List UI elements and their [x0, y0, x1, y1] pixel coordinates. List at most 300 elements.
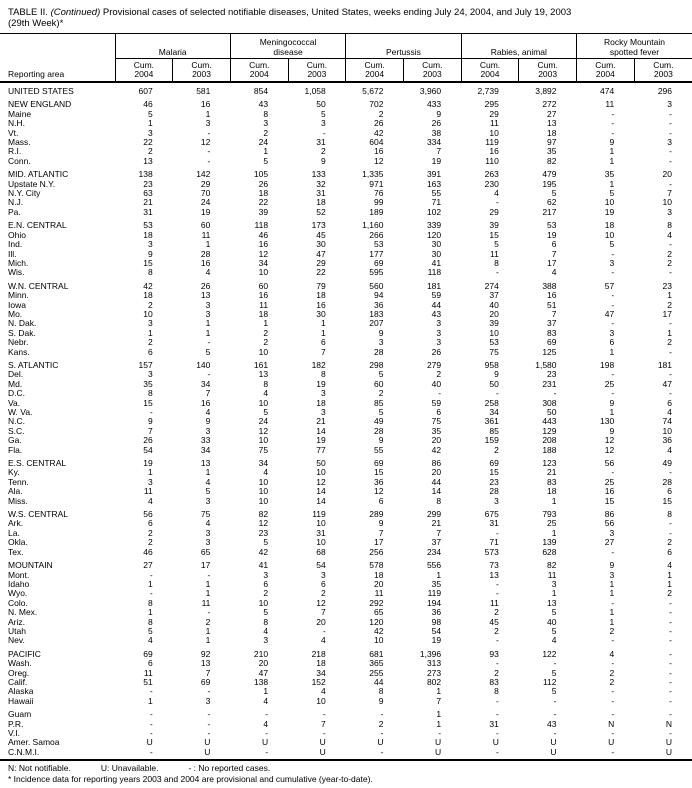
value-cell: 1: [436, 709, 442, 720]
value-cell: -: [495, 746, 499, 757]
value-cell: 18: [258, 308, 269, 319]
value-cell: 18: [547, 486, 557, 497]
table-section: [0, 96, 692, 166]
table-row: [0, 618, 692, 627]
value-cell: 6: [147, 346, 153, 357]
value-cell: 274: [484, 280, 499, 291]
value-cell: 69: [373, 257, 384, 268]
value-cell: 1,058: [304, 86, 326, 96]
table-row: [0, 166, 692, 179]
value-cell: 82: [547, 155, 557, 166]
value-cell: 69: [373, 458, 384, 469]
value-cell: 7: [551, 308, 557, 319]
value-cell: 51: [547, 299, 557, 310]
value-cell: -: [669, 607, 672, 618]
value-cell: 21: [316, 416, 326, 427]
value-cell: U: [261, 737, 269, 748]
value-cell: 23: [547, 369, 557, 380]
value-cell: 13: [200, 290, 211, 301]
value-cell: 83: [547, 327, 557, 338]
value-cell: 3: [147, 369, 153, 380]
value-cell: 5: [551, 686, 557, 697]
value-cell: 120: [426, 229, 442, 240]
reporting-area-cell: Nebr.: [8, 337, 29, 348]
value-cell: 12: [373, 155, 384, 166]
value-cell: 7: [321, 346, 326, 357]
value-cell: 6: [321, 337, 326, 348]
table-row: [0, 706, 692, 719]
value-cell: 10: [258, 476, 269, 487]
reporting-area-cell: V.I.: [8, 728, 20, 738]
value-cell: 19: [143, 458, 153, 469]
subcol-rmsf-2003: Cum. 2003: [634, 59, 692, 83]
reporting-area-header: Reporting area: [0, 34, 115, 83]
value-cell: -: [207, 369, 211, 380]
value-cell: 18: [547, 127, 557, 138]
value-cell: -: [669, 686, 672, 697]
value-cell: 4: [551, 267, 557, 278]
value-cell: 208: [542, 435, 557, 446]
value-cell: -: [611, 635, 615, 646]
value-cell: 1: [321, 327, 326, 338]
value-cell: 120: [369, 616, 384, 627]
table-row: [0, 259, 692, 268]
value-cell: 123: [542, 458, 557, 469]
value-cell: -: [149, 686, 153, 697]
value-cell: -: [553, 388, 557, 399]
value-cell: 21: [431, 518, 442, 529]
reporting-area-cell: Wyo.: [8, 588, 28, 599]
value-cell: 295: [484, 99, 499, 110]
value-cell: 10: [489, 327, 499, 338]
value-cell: -: [495, 709, 499, 720]
table-section: [0, 278, 692, 357]
value-cell: 6: [667, 397, 672, 408]
table-row: [0, 129, 692, 138]
reporting-area-cell: Md.: [8, 378, 23, 389]
value-cell: -: [669, 616, 672, 627]
value-cell: 31: [143, 206, 153, 217]
value-cell: 10: [258, 495, 269, 506]
value-cell: 595: [369, 267, 384, 278]
value-cell: -: [669, 709, 672, 720]
value-cell: 12: [258, 248, 269, 259]
value-cell: 138: [138, 169, 153, 180]
value-cell: 31: [489, 718, 499, 729]
value-cell: 607: [138, 86, 153, 96]
value-cell: 8: [263, 616, 269, 627]
value-cell: -: [149, 569, 153, 580]
value-cell: 125: [542, 346, 557, 357]
value-cell: -: [149, 746, 153, 757]
value-cell: -: [149, 407, 153, 417]
value-cell: 1: [263, 686, 269, 697]
value-cell: -: [669, 267, 672, 278]
reporting-area-cell: Mass.: [8, 137, 31, 148]
value-cell: 50: [316, 99, 326, 110]
value-cell: 1: [667, 569, 672, 580]
value-cell: 628: [542, 546, 557, 557]
table-section: [0, 646, 692, 706]
value-cell: 1,335: [362, 169, 384, 180]
value-cell: 16: [547, 290, 557, 301]
value-cell: 54: [143, 444, 153, 455]
value-cell: 36: [373, 476, 384, 487]
value-cell: 10: [143, 308, 153, 319]
value-cell: -: [669, 318, 672, 329]
value-cell: 2: [263, 588, 269, 599]
value-cell: 217: [542, 206, 557, 217]
value-cell: 11: [201, 229, 211, 240]
table-row: [0, 96, 692, 109]
value-cell: -: [322, 625, 326, 636]
value-cell: 2: [147, 337, 153, 348]
value-cell: 5: [205, 346, 211, 357]
value-cell: 29: [200, 178, 211, 189]
footnote-key-u: U: Unavailable.: [100, 763, 159, 774]
value-cell: 45: [489, 616, 499, 627]
value-cell: 18: [604, 220, 615, 231]
group-header-rabies: Rabies, animal: [461, 34, 576, 59]
value-cell: -: [495, 388, 499, 399]
value-cell: 27: [604, 537, 615, 548]
value-cell: 9: [205, 416, 211, 427]
value-cell: 9: [609, 560, 615, 571]
value-cell: -: [495, 695, 499, 706]
value-cell: 10: [662, 425, 672, 436]
value-cell: 19: [604, 206, 615, 217]
reporting-area-cell: Fla.: [8, 444, 23, 455]
value-cell: 3: [609, 569, 615, 580]
value-cell: 7: [551, 248, 557, 259]
value-cell: 173: [311, 220, 326, 231]
value-cell: 4: [667, 444, 672, 455]
table-row: [0, 380, 692, 389]
value-cell: 3,960: [419, 86, 442, 96]
value-cell: 37: [431, 537, 442, 548]
value-cell: 11: [490, 597, 499, 608]
value-cell: -: [207, 607, 211, 618]
value-cell: 31: [489, 518, 499, 529]
value-cell: 11: [490, 248, 499, 259]
value-cell: -: [611, 108, 615, 119]
value-cell: 3: [205, 425, 211, 436]
value-cell: 3,892: [535, 86, 557, 96]
subcol-malaria-2003: Cum. 2003: [173, 59, 231, 83]
value-cell: 1: [609, 155, 615, 166]
table-title-line2: (29th Week)*: [8, 18, 64, 29]
table-row: [0, 738, 692, 747]
value-cell: 32: [316, 178, 326, 189]
value-cell: 3: [667, 137, 672, 148]
table-row: [0, 147, 692, 156]
value-cell: 8: [263, 108, 269, 119]
value-cell: 2: [667, 588, 672, 599]
value-cell: 56: [604, 458, 615, 469]
value-cell: -: [669, 467, 672, 478]
table-row: [0, 82, 692, 96]
reporting-area-cell: N.H.: [8, 118, 25, 129]
value-cell: U: [550, 737, 557, 748]
value-cell: 50: [489, 378, 499, 389]
value-cell: 60: [258, 280, 269, 291]
value-cell: 4: [263, 718, 269, 729]
value-cell: 263: [484, 169, 499, 180]
value-cell: 681: [369, 648, 384, 659]
value-cell: 59: [431, 397, 442, 408]
value-cell: 4: [667, 229, 672, 240]
table-row: [0, 198, 692, 207]
value-cell: U: [665, 737, 672, 748]
reporting-area-cell: Iowa: [8, 299, 26, 310]
value-cell: 6: [321, 578, 326, 589]
value-cell: 97: [547, 137, 557, 148]
value-cell: 195: [542, 178, 557, 189]
value-cell: -: [149, 718, 153, 729]
value-cell: -: [669, 127, 672, 138]
value-cell: -: [495, 635, 499, 646]
value-cell: -: [611, 658, 615, 669]
reporting-area-cell: Maine: [8, 108, 32, 119]
value-cell: 3: [263, 118, 269, 129]
reporting-area-cell: Va.: [8, 397, 21, 408]
value-cell: 573: [484, 546, 499, 557]
value-cell: 12: [604, 444, 615, 455]
value-cell: 13: [547, 597, 557, 608]
reporting-area-cell: Wis.: [8, 267, 25, 278]
table-row: [0, 250, 692, 259]
value-cell: 9: [609, 397, 615, 408]
value-cell: 273: [426, 667, 442, 678]
value-cell: 14: [316, 486, 326, 497]
value-cell: 69: [200, 676, 211, 687]
value-cell: 4: [667, 407, 672, 417]
table-row: [0, 217, 692, 230]
value-cell: 118: [427, 267, 442, 278]
reporting-area-cell: N.J.: [8, 197, 24, 208]
value-cell: -: [669, 648, 672, 659]
reporting-area-cell: W.S. CENTRAL: [8, 509, 68, 520]
value-cell: 2: [494, 625, 499, 636]
value-cell: 39: [489, 318, 499, 329]
table-row: [0, 669, 692, 678]
value-cell: 3: [147, 476, 153, 487]
value-cell: 44: [431, 299, 442, 310]
reporting-area-cell: Oreg.: [8, 667, 30, 678]
value-cell: 31: [316, 137, 326, 148]
value-cell: 793: [542, 509, 557, 520]
value-cell: 16: [373, 146, 384, 157]
reporting-area-cell: E.S. CENTRAL: [8, 458, 67, 469]
table-row: [0, 436, 692, 445]
value-cell: 3: [321, 118, 326, 129]
value-cell: 23: [258, 527, 269, 538]
value-cell: 2: [263, 127, 269, 138]
value-cell: 10: [604, 197, 615, 208]
value-cell: 8: [147, 597, 153, 608]
value-cell: 210: [253, 648, 269, 659]
reporting-area-cell: Mo.: [8, 308, 23, 319]
value-cell: 15: [662, 495, 672, 506]
value-cell: 8: [147, 616, 153, 627]
value-cell: 313: [426, 658, 442, 669]
value-cell: 2: [147, 527, 153, 538]
reporting-area-cell: Nev.: [8, 635, 25, 646]
value-cell: -: [322, 709, 326, 720]
value-cell: 53: [373, 239, 384, 250]
value-cell: 76: [373, 188, 384, 199]
value-cell: U: [550, 746, 557, 757]
value-cell: 11: [490, 118, 499, 129]
value-cell: -: [611, 388, 615, 399]
subcol-meningococcal-2004: Cum. 2004: [230, 59, 288, 83]
reporting-area-cell: Calif.: [8, 676, 28, 687]
table-row: [0, 538, 692, 547]
value-cell: 59: [431, 290, 442, 301]
value-cell: 3: [263, 635, 269, 646]
value-cell: 13: [200, 458, 211, 469]
value-cell: 12: [373, 486, 384, 497]
reporting-area-cell: Ariz.: [8, 616, 25, 627]
group-header-rmsf: Rocky Mountain spotted fever: [577, 34, 692, 59]
table-row: [0, 329, 692, 338]
value-cell: 39: [258, 206, 269, 217]
value-cell: 181: [426, 280, 442, 291]
reporting-area-cell: W.N. CENTRAL: [8, 280, 69, 291]
value-cell: 56: [143, 509, 153, 520]
reporting-area-cell: Guam: [8, 709, 32, 720]
value-cell: 11: [143, 486, 153, 497]
value-cell: 292: [369, 597, 384, 608]
value-cell: -: [322, 728, 326, 738]
value-cell: 4: [494, 188, 499, 199]
value-cell: 8: [436, 495, 442, 506]
table-row: [0, 478, 692, 487]
value-cell: 20: [316, 616, 326, 627]
value-cell: 10: [604, 229, 615, 240]
reporting-area-cell: PACIFIC: [8, 648, 41, 659]
value-cell: 86: [604, 509, 615, 520]
table-row: [0, 138, 692, 147]
table-row: [0, 580, 692, 589]
value-cell: 2,739: [477, 86, 499, 96]
value-cell: 16: [258, 239, 269, 250]
value-cell: 5: [263, 537, 269, 548]
subcol-pertussis-2004: Cum. 2004: [346, 59, 404, 83]
value-cell: 60: [373, 378, 384, 389]
value-cell: 1: [205, 318, 211, 329]
reporting-area-cell: Mich.: [8, 257, 29, 268]
value-cell: 14: [431, 486, 442, 497]
reporting-area-cell: Ohio: [8, 229, 26, 240]
table-row: [0, 506, 692, 519]
value-cell: 4: [609, 648, 615, 659]
value-cell: 2: [494, 607, 499, 618]
value-cell: 34: [489, 407, 499, 417]
reporting-area-cell: D.C.: [8, 388, 25, 399]
value-cell: 5: [321, 108, 326, 119]
value-cell: U: [204, 746, 211, 757]
value-cell: -: [669, 667, 672, 678]
value-cell: -: [265, 709, 269, 720]
value-cell: 122: [542, 648, 557, 659]
table-title-text: Provisional cases of selected notifiable diseases, United States, weeks ending July 24, 2004, and July 19, 2003: [102, 7, 572, 18]
value-cell: 183: [369, 308, 384, 319]
table-number: TABLE II.: [8, 7, 48, 18]
value-cell: -: [669, 155, 672, 166]
value-cell: 334: [426, 137, 442, 148]
value-cell: 13: [200, 658, 211, 669]
value-cell: 2: [667, 248, 672, 259]
value-cell: 365: [369, 658, 384, 669]
value-cell: 161: [253, 359, 269, 370]
value-cell: 2: [378, 718, 384, 729]
value-cell: 234: [426, 546, 442, 557]
value-cell: 15: [143, 257, 153, 268]
value-cell: 10: [258, 486, 269, 497]
table-row: [0, 455, 692, 468]
value-cell: 2: [667, 337, 672, 348]
value-cell: 33: [200, 435, 211, 446]
value-cell: -: [669, 597, 672, 608]
value-cell: 3: [667, 99, 672, 110]
value-cell: 25: [604, 378, 615, 389]
value-cell: 3: [436, 337, 442, 348]
value-cell: 35: [431, 425, 442, 436]
value-cell: 2: [609, 676, 615, 687]
value-cell: 22: [316, 267, 326, 278]
value-cell: 1: [147, 607, 153, 618]
value-cell: 19: [200, 206, 211, 217]
value-cell: 11: [605, 99, 615, 110]
value-cell: 2: [667, 257, 672, 268]
value-cell: N: [608, 718, 615, 729]
table-row: [0, 748, 692, 757]
value-cell: 1: [667, 290, 672, 301]
value-cell: 231: [542, 378, 557, 389]
value-cell: 12: [604, 435, 615, 446]
value-cell: 119: [485, 137, 499, 148]
value-cell: 9: [378, 435, 384, 446]
value-cell: 2: [667, 299, 672, 310]
value-cell: 53: [143, 220, 153, 231]
value-cell: 2: [147, 537, 153, 548]
value-cell: 34: [200, 378, 211, 389]
value-cell: 1: [147, 695, 153, 706]
value-cell: 157: [138, 359, 153, 370]
table-row: [0, 571, 692, 580]
value-cell: -: [611, 709, 615, 720]
value-cell: 1: [551, 527, 557, 538]
value-cell: 15: [489, 467, 499, 478]
value-cell: U: [146, 737, 153, 748]
value-cell: U: [608, 737, 615, 748]
value-cell: 42: [143, 280, 153, 291]
value-cell: 182: [311, 359, 326, 370]
value-cell: 1: [205, 635, 211, 646]
value-cell: 23: [662, 280, 672, 291]
reporting-area-cell: E.N. CENTRAL: [8, 220, 67, 231]
value-cell: 20: [662, 169, 672, 180]
value-cell: 3: [205, 308, 211, 319]
value-cell: 7: [667, 188, 672, 199]
value-cell: -: [611, 369, 615, 380]
value-cell: 26: [143, 435, 153, 446]
reporting-area-cell: N. Mex.: [8, 607, 38, 618]
table-row: [0, 157, 692, 166]
value-cell: 39: [489, 220, 499, 231]
value-cell: 6: [667, 546, 672, 557]
